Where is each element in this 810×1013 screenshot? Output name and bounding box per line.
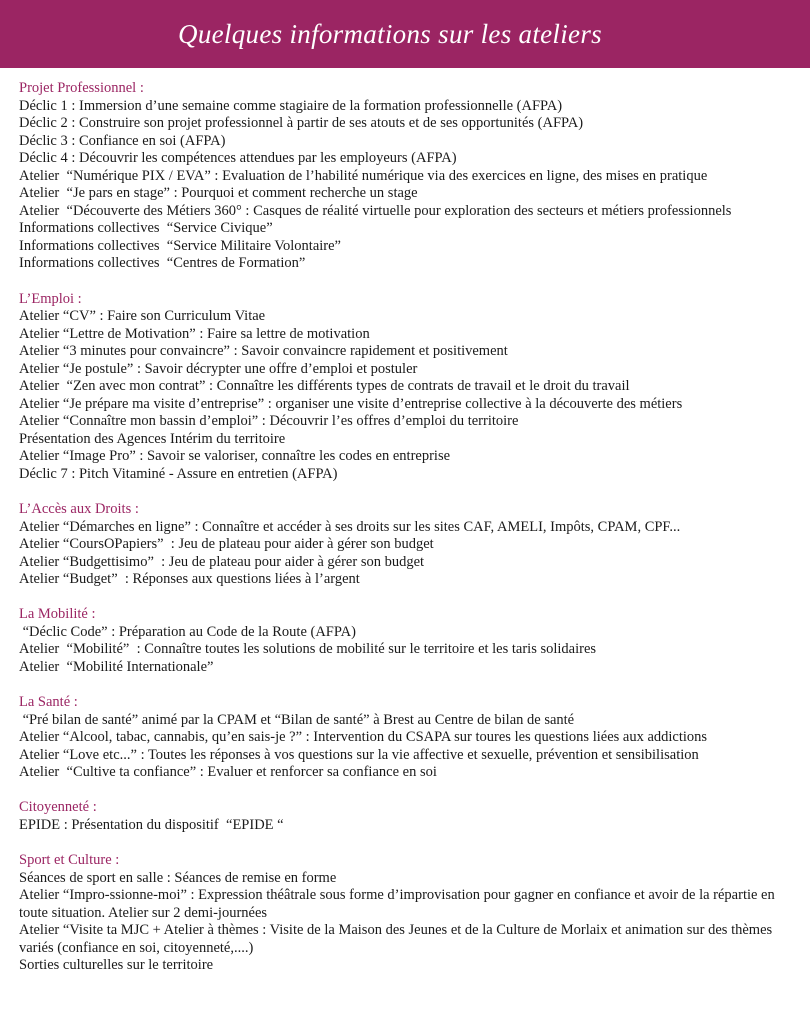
list-item: Atelier “Alcool, tabac, cannabis, qu’en sais-je ?” : Intervention du CSAPA sur toures les questions liées aux addictions xyxy=(19,729,708,746)
list-item: Atelier “CoursOPapiers” : Jeu de plateau pour aider à gérer son budget xyxy=(19,536,434,553)
list-item: Sorties culturelles sur le territoire xyxy=(19,957,214,974)
list-item: Atelier “Love etc...” : Toutes les réponses à vos questions sur la vie affective et sexuelle, prévention et sensibilisation xyxy=(19,746,699,763)
list-item: Atelier “Budgettisimo” : Jeu de plateau pour aider à gérer son budget xyxy=(19,553,425,570)
list-item: “Déclic Code” : Préparation au Code de la Route (AFPA) xyxy=(19,623,356,640)
list-item: Déclic 7 : Pitch Vitaminé - Assure en entretien (AFPA) xyxy=(19,466,338,483)
section-mobilite xyxy=(19,606,803,676)
list-item: Atelier “3 minutes pour convaincre” : Savoir convaincre rapidement et positivement xyxy=(19,343,508,360)
list-item: EPIDE : Présentation du dispositif “EPIDE “ xyxy=(19,816,284,833)
list-item: Atelier “CV” : Faire son Curriculum Vitae xyxy=(19,308,266,325)
section-heading: Sport et Culture : xyxy=(19,851,120,868)
section-heading: Projet Professionnel : xyxy=(19,80,144,96)
section-emploi xyxy=(19,291,803,484)
list-item: Déclic 4 : Découvrir les compétences attendues par les employeurs (AFPA) xyxy=(19,150,457,167)
list-item: Atelier “Connaître mon bassin d’emploi” : Découvrir l’es offres d’emploi du territoire xyxy=(19,413,519,430)
list-item: Atelier “Visite ta MJC + Atelier à thèmes : Visite de la Maison des Jeunes et de la Culture de Morlaix et animation sur des thèmes variés (confiance en soi, citoyenneté,....) xyxy=(19,922,776,956)
list-item: Séances de sport en salle : Séances de remise en forme xyxy=(19,869,337,886)
workshop-list xyxy=(19,80,803,992)
list-item: Déclic 2 : Construire son projet professionnel à partir de ses atouts et de ses opportunités (AFPA) xyxy=(19,115,584,132)
list-item: Atelier “Impro-ssionne-moi” : Expression théâtrale sous forme d’improvisation pour gagner en confiance et avoir de la répartie en toute situation. Atelier sur 2 demi-journées xyxy=(19,887,779,921)
section-projet-professionnel xyxy=(19,80,803,273)
page-title: Quelques informations sur les ateliers xyxy=(178,18,602,49)
list-item: Déclic 3 : Confiance en soi (AFPA) xyxy=(19,132,226,149)
section-heading: La Santé : xyxy=(19,694,78,711)
list-item: Atelier “Budget” : Réponses aux questions liées à l’argent xyxy=(19,571,360,588)
list-item: Déclic 1 : Immersion d’une semaine comme stagiaire de la formation professionnelle (AFPA) xyxy=(19,97,563,114)
list-item: Atelier “Numérique PIX / EVA” : Evaluation de l’habilité numérique via des exercices en ligne, des mises en pratique xyxy=(19,167,708,184)
list-item: Atelier “Démarches en ligne” : Connaître et accéder à ses droits sur les sites CAF, AMELI, Impôts, CPAM, CPF... xyxy=(19,518,681,535)
list-item: Atelier “Mobilité Internationale” xyxy=(19,659,214,675)
list-item: Atelier “Je prépare ma visite d’entreprise” : organiser une visite d’entreprise collective à la découverte des métiers xyxy=(19,395,683,412)
list-item: “Pré bilan de santé” animé par la CPAM et “Bilan de santé” à Brest au Centre de bilan de santé xyxy=(19,711,575,728)
section-heading: Citoyenneté : xyxy=(19,799,97,816)
section-citoyennete xyxy=(19,799,803,834)
list-item: Atelier “Image Pro” : Savoir se valoriser, connaître les codes en entreprise xyxy=(19,448,451,465)
section-heading: La Mobilité : xyxy=(19,606,96,623)
list-item: Informations collectives “Service Militaire Volontaire” xyxy=(19,237,341,254)
list-item: Atelier “Je postule” : Savoir décrypter une offre d’emploi et postuler xyxy=(19,360,418,377)
list-item: Atelier “Je pars en stage” : Pourquoi et comment recherche un stage xyxy=(19,185,418,202)
section-sante xyxy=(19,694,803,782)
section-heading: L’Accès aux Droits : xyxy=(19,501,139,518)
list-item: Atelier “Découverte des Métiers 360° : Casques de réalité virtuelle pour exploration des secteurs et métiers professionnels xyxy=(19,202,732,219)
list-item: Atelier “Mobilité” : Connaître toutes les solutions de mobilité sur le territoire et les taris solidaires xyxy=(19,641,597,658)
list-item: Informations collectives “Service Civique” xyxy=(19,220,273,237)
list-item: Atelier “Cultive ta confiance” : Evaluer et renforcer sa confiance en soi xyxy=(19,764,437,781)
section-acces-aux-droits xyxy=(19,501,803,589)
list-item: Atelier “Zen avec mon contrat” : Connaître les différents types de contrats de travail et le droit du travail xyxy=(19,378,630,395)
list-item: Présentation des Agences Intérim du territoire xyxy=(19,430,286,447)
list-item: Informations collectives “Centres de Formation” xyxy=(19,255,306,272)
section-heading: L’Emploi : xyxy=(19,290,82,307)
section-sport-et-culture xyxy=(19,852,803,975)
page-header-banner xyxy=(0,0,810,68)
list-item: Atelier “Lettre de Motivation” : Faire sa lettre de motivation xyxy=(19,325,370,342)
